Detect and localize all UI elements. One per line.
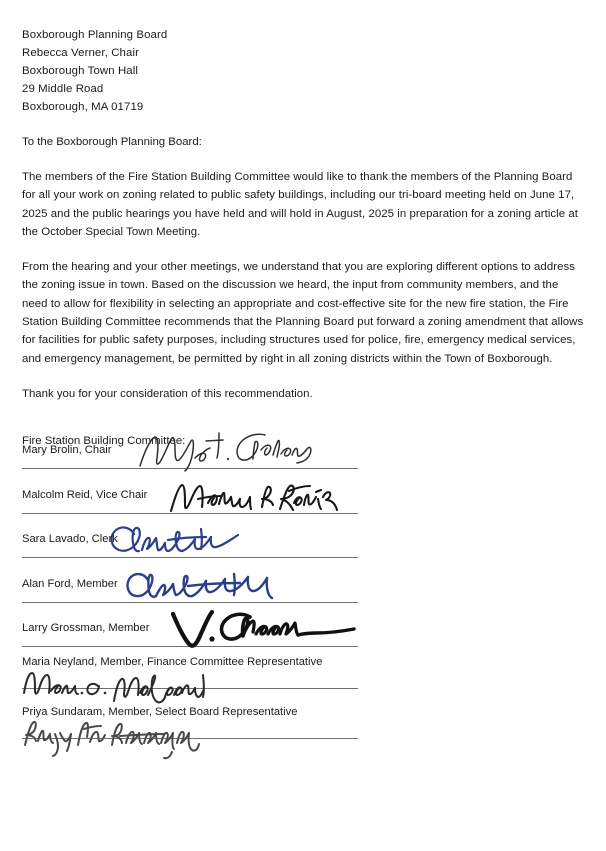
signatory-name: Alan Ford, Member: [22, 577, 118, 590]
handwritten-signature: [168, 604, 363, 652]
signature-line: [22, 557, 358, 558]
signature-row: [22, 432, 422, 477]
signature-line: [22, 602, 358, 603]
committee-label: Fire Station Building Committee:: [22, 434, 186, 447]
signature-line: [22, 688, 358, 689]
recipient-address-block: [22, 26, 584, 116]
handwritten-signature: [106, 520, 276, 562]
handwritten-signature: [22, 667, 232, 707]
signatory-name: Maria Neyland, Member, Finance Committee Representative: [22, 655, 323, 668]
closing-line: Thank you for your consideration of this recommendation.: [22, 387, 313, 400]
signatory-name: Malcolm Reid, Vice Chair: [22, 488, 148, 501]
signature-row: [22, 610, 422, 655]
signature-line: [22, 646, 358, 647]
signatory-name: Mary Brolin, Chair: [22, 444, 112, 456]
signature-block: [22, 432, 422, 755]
signatory-name: Priya Sundaram, Member, Select Board Representative: [22, 705, 298, 718]
signature-line: [22, 513, 358, 514]
address-line: Rebecca Verner, Chair: [22, 47, 139, 59]
address-line: Boxborough Planning Board: [22, 29, 168, 41]
signatory-name: Larry Grossman, Member: [22, 622, 150, 635]
signature-row: [22, 655, 422, 705]
signature-row: [22, 521, 422, 566]
salutation: To the Boxborough Planning Board:: [22, 136, 202, 148]
body-paragraph-1: The members of the Fire Station Building Committee would like to thank the members of the Planning Board for all your work on zoning related to public safety buildings, including our tri-board meeting held on June 17, 2025 and the public hearings you have held and will hold in August, 2025 in preparation for a zoning article at the October Special Town Meeting.: [22, 171, 578, 238]
address-line: Boxborough Town Hall: [22, 65, 139, 77]
signature-row: [22, 705, 422, 755]
signature-line: [22, 738, 358, 739]
signature-row: [22, 477, 422, 522]
handwritten-signature: [135, 428, 315, 472]
signature-line: [22, 468, 358, 469]
body-paragraph-2: From the hearing and your other meetings, we understand that you are exploring different options to address the zoning issue in town. Based on the discussion we heard, the input from community members, and the need to allow for flexibility in selecting an appropriate and cost-effective site for the new fire station, the Fire Station Building Committee recommends that the Planning Board put forward a zoning amendment that allows for facilities for public safety purposes, including structures used for police, fire, emergency medical services, and emergency management, be permitted by right in all zoning districts within the Town of Boxborough.: [22, 261, 584, 365]
address-line: Boxborough, MA 01719: [22, 101, 144, 113]
signature-row: [22, 566, 422, 611]
address-line: 29 Middle Road: [22, 83, 104, 95]
signatory-name: Sara Lavado, Clerk: [22, 533, 118, 546]
letter-body: [22, 26, 584, 450]
